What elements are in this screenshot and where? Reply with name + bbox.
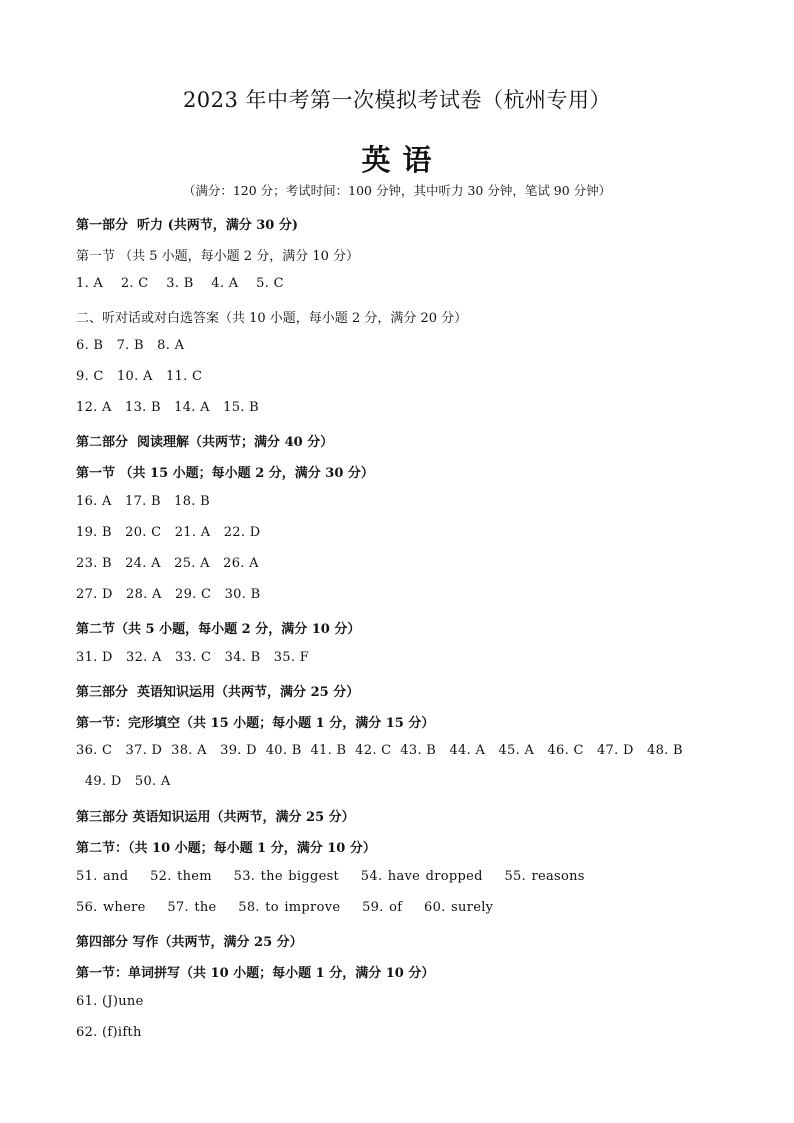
- subsection-heading: 第一节 （共 5 小题，每小题 2 分，满分 10 分）: [76, 249, 360, 264]
- section-heading: 第一部分 听力 (共两节，满分 30 分): [76, 218, 299, 233]
- answer-line: 19. B 20. C 21. A 22. D: [76, 525, 261, 540]
- answer-line: 16. A 17. B 18. B: [76, 494, 211, 509]
- section-heading: 第二部分 阅读理解（共两节；满分 40 分）: [76, 435, 334, 450]
- subsection-heading: 第二节（共 5 小题，每小题 2 分，满分 10 分）: [76, 622, 361, 637]
- subject-heading: 英 语: [361, 143, 433, 177]
- section-heading: 第三部分 英语知识运用（共两节，满分 25 分）: [76, 810, 355, 825]
- answer-line: 6. B 7. B 8. A: [76, 338, 185, 353]
- exam-note: （满分：120 分；考试时间：100 分钟，其中听力 30 分钟，笔试 90 分钟）: [182, 183, 612, 198]
- answer-line: 9. C 10. A 11. C: [76, 369, 203, 384]
- answer-line: 61. (J)une: [76, 994, 144, 1009]
- subsection-heading: 第二节：（共 10 小题；每小题 1 分，满分 10 分）: [76, 841, 376, 856]
- answer-line: 56. where 57. the 58. to improve 59. of 60. surely: [76, 900, 494, 915]
- answer-line: 51. and 52. them 53. the biggest 54. have dropped 55. reasons: [76, 869, 585, 884]
- answer-line: 49. D 50. A: [76, 774, 171, 789]
- subsection-heading: 二、听对话或对白选答案（共 10 小题，每小题 2 分，满分 20 分）: [76, 311, 468, 326]
- answer-line: 1. A 2. C 3. B 4. A 5. C: [76, 276, 284, 291]
- answer-line: 31. D 32. A 33. C 34. B 35. F: [76, 650, 310, 665]
- answer-line: 12. A 13. B 14. A 15. B: [76, 400, 259, 415]
- section-heading: 第四部分 写作（共两节，满分 25 分）: [76, 935, 303, 950]
- section-heading: 第三部分 英语知识运用（共两节，满分 25 分）: [76, 685, 360, 700]
- subsection-heading: 第一节：单词拼写（共 10 小题；每小题 1 分，满分 10 分）: [76, 966, 435, 981]
- answer-line: 23. B 24. A 25. A 26. A: [76, 556, 259, 571]
- answer-line: 62. (f)ifth: [76, 1025, 142, 1040]
- subsection-heading: 第一节：完形填空（共 15 小题；每小题 1 分，满分 15 分）: [76, 716, 435, 731]
- answer-line: 36. C 37. D 38. A 39. D 40. B 41. B 42. C 43. B 44. A 45. A 46. C 47. D 48. B: [76, 743, 683, 758]
- page-title: 2023 年中考第一次模拟考试卷（杭州专用）: [182, 88, 612, 112]
- answer-line: 27. D 28. A 29. C 30. B: [76, 587, 261, 602]
- subsection-heading: 第一节 （共 15 小题；每小题 2 分，满分 30 分）: [76, 466, 374, 481]
